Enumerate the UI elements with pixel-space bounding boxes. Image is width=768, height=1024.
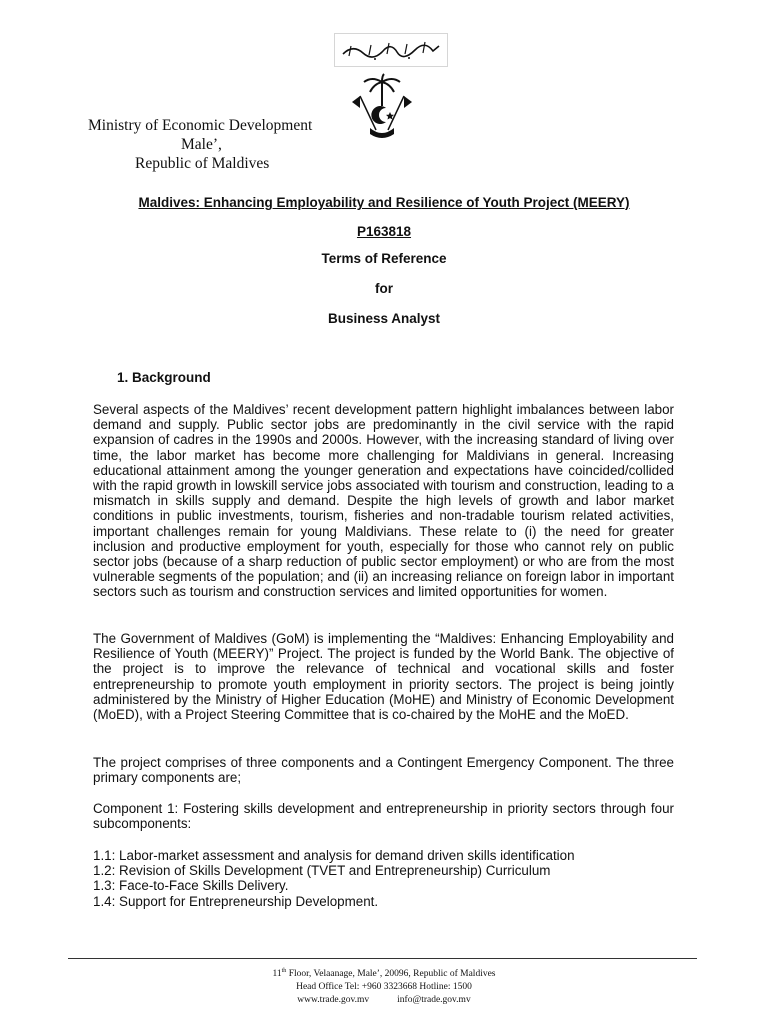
footer-address-floor: 11 xyxy=(272,969,282,980)
project-title: Maldives: Enhancing Employability and Resilience of Youth Project (MEERY) xyxy=(138,195,630,210)
list-item: 1.2: Revision of Skills Development (TVET and Entrepreneurship) Curriculum xyxy=(93,863,551,879)
tor-for: for xyxy=(375,281,393,296)
footer-address xyxy=(0,965,768,981)
subcomponent-list xyxy=(93,848,674,909)
bismillah-calligraphy-mark xyxy=(335,34,447,66)
list-item: 1.3: Face-to-Face Skills Delivery. xyxy=(93,878,289,894)
ministry-country: Republic of Maldives xyxy=(135,155,270,172)
footer-address-rest: Floor, Velaanage, Male’, 20096, Republic of Maldives xyxy=(286,969,496,980)
footer-website-link[interactable]: www.trade.gov.mv xyxy=(297,995,370,1006)
section-heading-background: 1. Background xyxy=(117,370,211,385)
background-paragraph-1: Several aspects of the Maldives’ recent development pattern highlight imbalances between labor demand and supply. Public sector jobs are predominantly in the civil service with the rapid expansion of cadres in the 1990s and 2000s. However, with the increasing standard of living over time, the labor market has become more challenging for Maldivians in general. Increasing educational attainment among the younger generation and expectations have coincided/collided with the rapid growth in lowskill service jobs associated with tourism and construction, leading to a mismatch in skills supply and demand. Despite the high levels of growth and labor market conditions in public investments, tourism, fisheries and non-tradable tourism related activities, important challenges remain for young Maldivians. These relate to (i) the need for greater inclusion and productive employment for youth, especially for those who cannot rely on public sector jobs (because of a sharp reduction of public sector employment) or who are from the most vulnerable segments of the population; and (ii) an increasing reliance on foreign labor in important sectors such as tourism and construction services and limited opportunities for women. xyxy=(93,402,674,600)
emblem-graphic xyxy=(346,72,418,142)
component-1-intro: Component 1: Fostering skills development and entrepreneurship in priority sectors through four subcomponents: xyxy=(93,801,674,832)
background-paragraph-2: The Government of Maldives (GoM) is implementing the “Maldives: Enhancing Employability and Resilience of Youth (MEERY)” Project. The project is funded by the World Bank. The objective of the project is to improve the relevance of technical and vocational skills and foster entrepreneurship to promote youth employment in priority sectors. The project is being jointly administered by the Ministry of Higher Education (MoHE) and Ministry of Economic Development (MoED), with a Project Steering Committee that is co-chaired by the MoHE and the MoED. xyxy=(93,631,674,723)
footer-address-ordinal: th xyxy=(281,968,287,974)
background-paragraph-3: The project comprises of three components and a Contingent Emergency Component. The three primary components are; xyxy=(93,755,674,786)
ministry-address-block xyxy=(88,116,328,173)
tor-heading: Terms of Reference xyxy=(321,251,447,266)
ministry-name: Ministry of Economic Development xyxy=(88,117,313,134)
list-item: 1.1: Labor-market assessment and analysis for demand driven skills identification xyxy=(93,848,575,863)
footer-contacts xyxy=(0,994,768,1007)
ministry-city: Male’, xyxy=(181,136,222,153)
role-title: Business Analyst xyxy=(327,311,441,326)
bismillah-calligraphy xyxy=(334,33,448,67)
maldives-emblem xyxy=(346,72,418,142)
list-item: 1.4: Support for Entrepreneurship Development. xyxy=(93,893,379,909)
footer-email-link[interactable]: info@trade.gov.mv xyxy=(397,995,471,1006)
footer-phones: Head Office Tel: +960 3323668 Hotline: 1500 xyxy=(296,982,472,993)
project-id: P163818 xyxy=(356,224,412,239)
footer-divider xyxy=(68,958,697,959)
footer xyxy=(0,965,768,1007)
